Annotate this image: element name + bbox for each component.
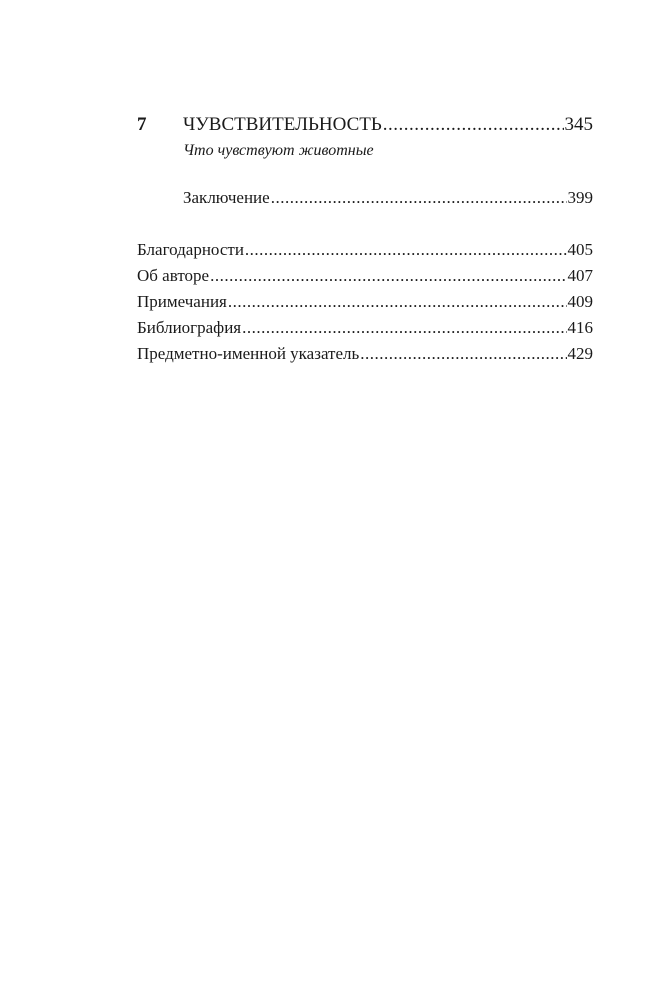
dot-leader bbox=[383, 114, 564, 136]
toc-entry-about-author[interactable] bbox=[137, 265, 593, 287]
dot-leader bbox=[242, 317, 566, 339]
toc-entry-conclusion[interactable] bbox=[183, 187, 593, 209]
dot-leader bbox=[210, 265, 566, 287]
chapter-number: 7 bbox=[137, 114, 147, 135]
conclusion-title: Заключение bbox=[183, 188, 270, 207]
entry-page-number: 405 bbox=[567, 240, 593, 259]
entry-page-number: 409 bbox=[567, 292, 593, 311]
entry-title: Об авторе bbox=[137, 266, 210, 285]
conclusion-page-number: 399 bbox=[567, 188, 593, 207]
toc-entry-acknowledgements[interactable] bbox=[137, 239, 593, 261]
dot-leader bbox=[228, 291, 567, 313]
chapter-title: ЧУВСТВИТЕЛЬНОСТЬ bbox=[183, 114, 382, 135]
dot-leader bbox=[245, 239, 567, 261]
toc-entry-chapter-7[interactable] bbox=[183, 114, 593, 136]
toc-entry-index[interactable] bbox=[137, 343, 593, 365]
entry-title: Примечания bbox=[137, 292, 227, 311]
toc-entry-bibliography[interactable] bbox=[137, 317, 593, 339]
entry-page-number: 429 bbox=[567, 344, 593, 363]
dot-leader bbox=[360, 343, 566, 365]
chapter-page-number: 345 bbox=[564, 114, 593, 135]
toc-entry-notes[interactable] bbox=[137, 291, 593, 313]
entry-title: Предметно-именной указатель bbox=[137, 344, 360, 363]
entry-title: Благодарности bbox=[137, 240, 244, 259]
entry-title: Библиография bbox=[137, 318, 242, 337]
chapter-subtitle: Что чувствуют животные bbox=[183, 142, 374, 159]
dot-leader bbox=[271, 187, 567, 209]
entry-page-number: 407 bbox=[567, 266, 593, 285]
entry-page-number: 416 bbox=[567, 318, 593, 337]
